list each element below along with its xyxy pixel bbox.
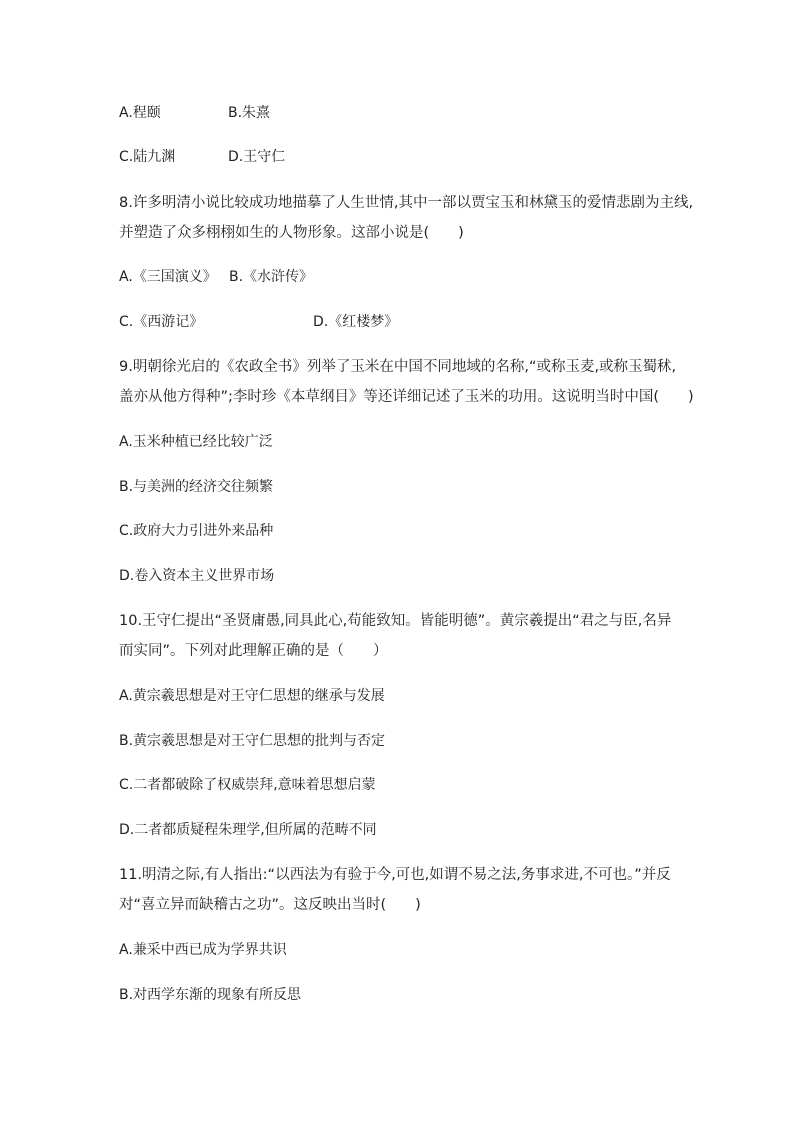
q10-option-a: A.黄宗羲思想是对王守仁思想的继承与发展 <box>119 688 385 704</box>
q7-option-row-1 <box>119 104 271 122</box>
q8-option-a: A.《三国演义》 <box>119 269 217 285</box>
q9-option-c: C.政府大力引进外来品种 <box>119 523 274 539</box>
q7-option-c: C.陆九渊 <box>119 149 176 165</box>
q10-stem-line-1: 10.王守仁提出“圣贤庸愚,同具此心,苟能致知。皆能明德”。黄宗羲提出“君之与臣,名异 <box>119 613 672 629</box>
q9-option-d: D.卷入资本主义世界市场 <box>119 568 275 584</box>
q10-option-d: D.二者都质疑程朱理学,但所属的范畴不同 <box>119 822 377 838</box>
q10-option-b: B.黄宗羲思想是对王守仁思想的批判与否定 <box>119 733 386 749</box>
q11-option-b: B.对西学东渐的现象有所反思 <box>119 987 302 1003</box>
q9-option-a: A.玉米种植已经比较广泛 <box>119 434 273 450</box>
q8-option-row-1 <box>119 268 314 286</box>
q9-option-b: B.与美洲的经济交往频繁 <box>119 479 274 495</box>
q9-stem-line-2: 盖亦从他方得种”;李时珍《本草纲目》等还详细记述了玉米的功用。这说明当时中国( ) <box>119 389 694 405</box>
q11-stem-line-2: 对“喜立异而缺稽古之功”。这反映出当时( ) <box>119 897 421 913</box>
q9-stem-line-1: 9.明朝徐光启的《农政全书》列举了玉米在中国不同地域的名称,“或称玉麦,或称玉蜀秫, <box>119 359 677 375</box>
q8-stem-line-2: 并塑造了众多栩栩如生的人物形象。这部小说是( ) <box>119 225 464 241</box>
q11-option-a: A.兼采中西已成为学界共识 <box>119 942 287 958</box>
q7-option-d: D.王守仁 <box>228 149 286 165</box>
q8-option-c: C.《西游记》 <box>119 314 204 330</box>
q7-option-b: B.朱熹 <box>228 105 271 121</box>
q10-option-c: C.二者都破除了权威崇拜,意味着思想启蒙 <box>119 777 376 793</box>
q8-stem-line-1: 8.许多明清小说比较成功地描摹了人生世情,其中一部以贾宝玉和林黛玉的爱情悲剧为主线, <box>119 195 694 211</box>
q7-option-a: A.程颐 <box>119 105 161 121</box>
q8-option-b: B.《水浒传》 <box>229 269 314 285</box>
q8-option-row-2 <box>119 313 399 331</box>
q8-option-d: D.《红楼梦》 <box>313 314 399 330</box>
q7-option-row-2 <box>119 148 286 166</box>
q10-stem-line-2: 而实同”。下列对此理解正确的是（ ） <box>119 643 388 659</box>
q11-stem-line-1: 11.明清之际,有人指出:“以西法为有验于今,可也,如谓不易之法,务事求进,不可也。”并反 <box>119 867 671 883</box>
